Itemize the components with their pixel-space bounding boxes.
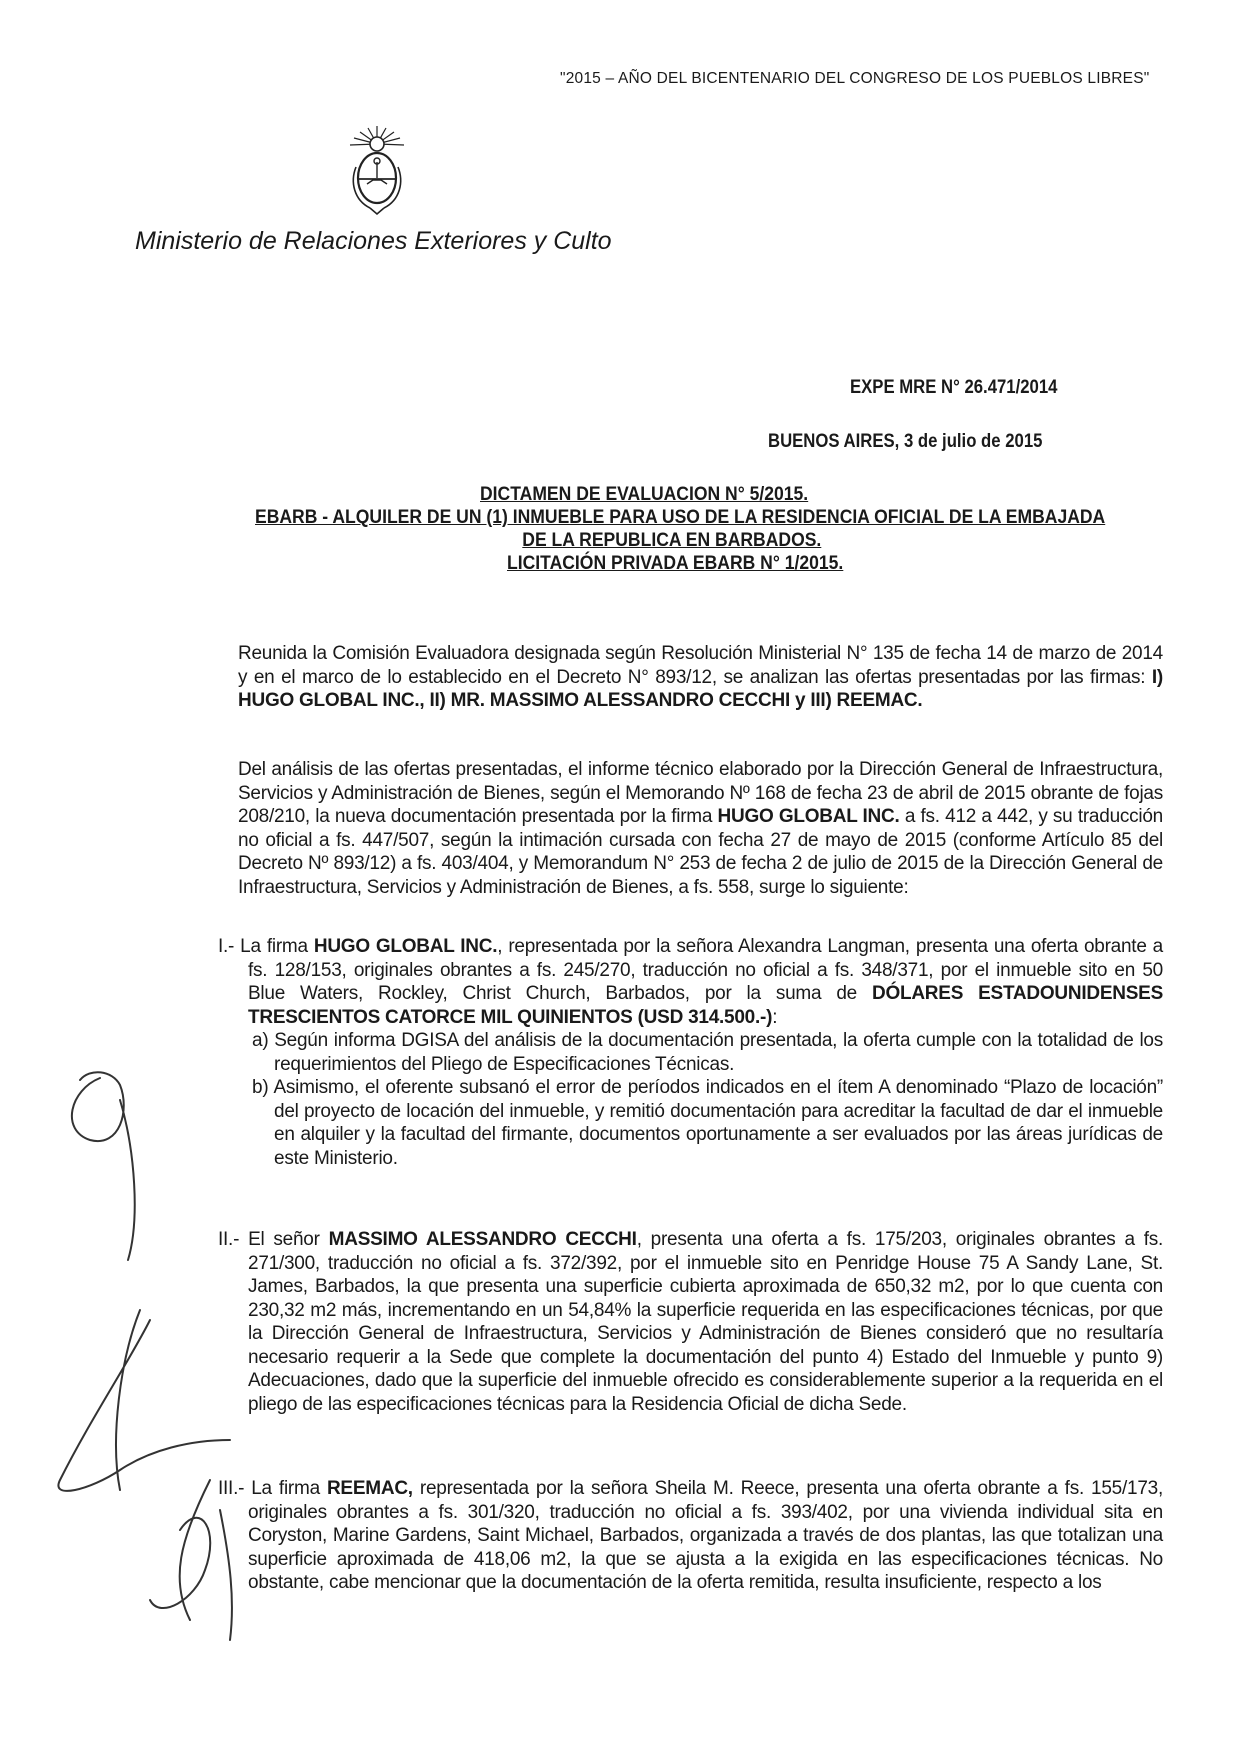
- paragraph-analysis: [238, 758, 1163, 899]
- paragraph-text: Del análisis de las ofertas presentadas, el informe técnico elaborado por la Dirección General de Infraestructura, Servicios y Administración de Bienes, según el Memorando Nº 168 de fecha 23 de abril de 2015 obrante de fojas 208/210, la nueva documentación presentada por la firma: [238, 759, 1163, 827]
- item-text: , presenta una oferta a fs. 175/203, originales obrantes a fs. 271/300, traducción no oficial a fs. 372/392, por el inmueble sito en Penridge House 75 A Sandy Lane, St. James, Barbados, la que presenta una superficie cubierta aproximada de 650,32 m2, por lo que cuenta con 230,32 m2 más, incrementando en un 54,84% la superficie requerida en las especificaciones técnicas, por que la Dirección General de Infraestructura, Servicios y Administración de Bienes consideró que no resultaría necesario requerir a la Sede que complete la documentación del punto 4) Estado del Inmueble y punto 9) Adecuaciones, dado que la superficie del inmueble ofrecido es considerablemente superior a la requerida en el pliego de las especificaciones técnicas para la Residencia Oficial de dicha Sede.: [248, 1229, 1163, 1415]
- firm-name: HUGO GLOBAL INC.: [717, 806, 900, 827]
- firm-name: REEMAC,: [326, 1478, 413, 1499]
- title-dictamen: DICTAMEN DE EVALUACION N° 5/2015.: [480, 483, 809, 505]
- ministry-name: Ministerio de Relaciones Exteriores y Culto: [135, 227, 612, 255]
- offer-item-2-text: [218, 1228, 1163, 1416]
- offer-item-3: [218, 1477, 1163, 1595]
- item-prefix: I.- La firma: [218, 936, 314, 957]
- place-date: BUENOS AIRES, 3 de julio de 2015: [768, 431, 1043, 452]
- firms-list: I) HUGO GLOBAL INC., II) MR. MASSIMO ALESSANDRO CECCHI y III) REEMAC.: [238, 666, 1163, 711]
- offer-item-3-text: [218, 1477, 1163, 1595]
- item-text: :: [772, 1006, 778, 1028]
- paragraph-commission: [238, 642, 1163, 713]
- firm-name: HUGO GLOBAL INC.: [313, 936, 498, 957]
- offer-item-1-sub-a: a) Según informa DGISA del análisis de la documentación presentada, la oferta cumple con la totalidad de los requerimientos del Pliego de Especificaciones Técnicas.: [252, 1030, 1163, 1075]
- paragraph-text: Reunida la Comisión Evaluadora designada según Resolución Ministerial N° 135 de fecha 14 de marzo de 2014 y en el marco de lo establecido en el Decreto N° 893/12, se analizan las ofertas presentadas por las firmas:: [238, 643, 1163, 688]
- item-text: , representada por la señora Alexandra Langman, presenta una oferta obrante a fs. 128/153, originales obrantes a fs. 245/270, traducción no oficial a fs. 348/371, por el inmueble sito en 50 Blue Waters, Rockley, Christ Church, Barbados, por la suma de: [248, 936, 1163, 1004]
- item-prefix: II.- El señor: [218, 1229, 329, 1250]
- item-prefix: III.- La firma: [218, 1478, 327, 1499]
- offer-amount: DÓLARES ESTADOUNIDENSES TRESCIENTOS CATORCE MIL QUINIENTOS (USD 314.500.-): [248, 983, 1163, 1028]
- person-name: MASSIMO ALESSANDRO CECCHI: [328, 1229, 637, 1250]
- signature-initials-icon: [30, 1060, 260, 1660]
- header-motto: "2015 – AÑO DEL BICENTENARIO DEL CONGRESO DE LOS PUEBLOS LIBRES": [560, 70, 1150, 87]
- offer-item-1-sub-b: b) Asimismo, el oferente subsanó el error de períodos indicados en el ítem A denominado “Plazo de locación” del proyecto de locación del inmueble, y remitió documentación para acreditar la facultad de dar el inmueble en alquiler y la facultad del firmante, documentos oportunamente a ser evaluados por las áreas jurídicas de este Ministerio.: [252, 1077, 1163, 1169]
- offer-item-1: [218, 935, 1163, 1170]
- item-text: representada por la señora Sheila M. Reece, presenta una oferta obrante a fs. 155/173, originales obrantes a fs. 301/320, traducción no oficial a fs. 393/402, por una vivienda individual sita en Coryston, Marine Gardens, Saint Michael, Barbados, organizada a través de dos plantas, las que totalizan una superficie aproximada de 418,06 m2, la que se ajusta a la exigida en las especificaciones técnicas. No obstante, cabe mencionar que la documentación de la oferta remitida, resulta insuficiente, respecto a los: [248, 1478, 1163, 1593]
- document-titles: [255, 483, 1155, 575]
- title-subject-cont: DE LA REPUBLICA EN BARBADOS.: [522, 529, 822, 551]
- coat-of-arms-icon: [340, 122, 414, 222]
- title-subject: EBARB - ALQUILER DE UN (1) INMUEBLE PARA USO DE LA RESIDENCIA OFICIAL DE LA EMBAJADA: [255, 506, 1106, 528]
- expediente-number: EXPE MRE N° 26.471/2014: [850, 377, 1058, 398]
- paragraph-text: a fs. 412 a 442, y su traducción no oficial a fs. 447/507, según la intimación cursada con fecha 27 de mayo de 2015 (conforme Artículo 85 del Decreto Nº 893/12) a fs. 403/404, y Memorandum N° 253 de fecha 2 de julio de 2015 de la Dirección General de Infraestructura, Servicios y Administración de Bienes, a fs. 558, surge lo siguiente:: [238, 806, 1163, 898]
- offer-item-2: [218, 1228, 1163, 1416]
- title-licitacion: LICITACIÓN PRIVADA EBARB N° 1/2015.: [507, 552, 844, 574]
- offer-item-1-text: [218, 935, 1163, 1029]
